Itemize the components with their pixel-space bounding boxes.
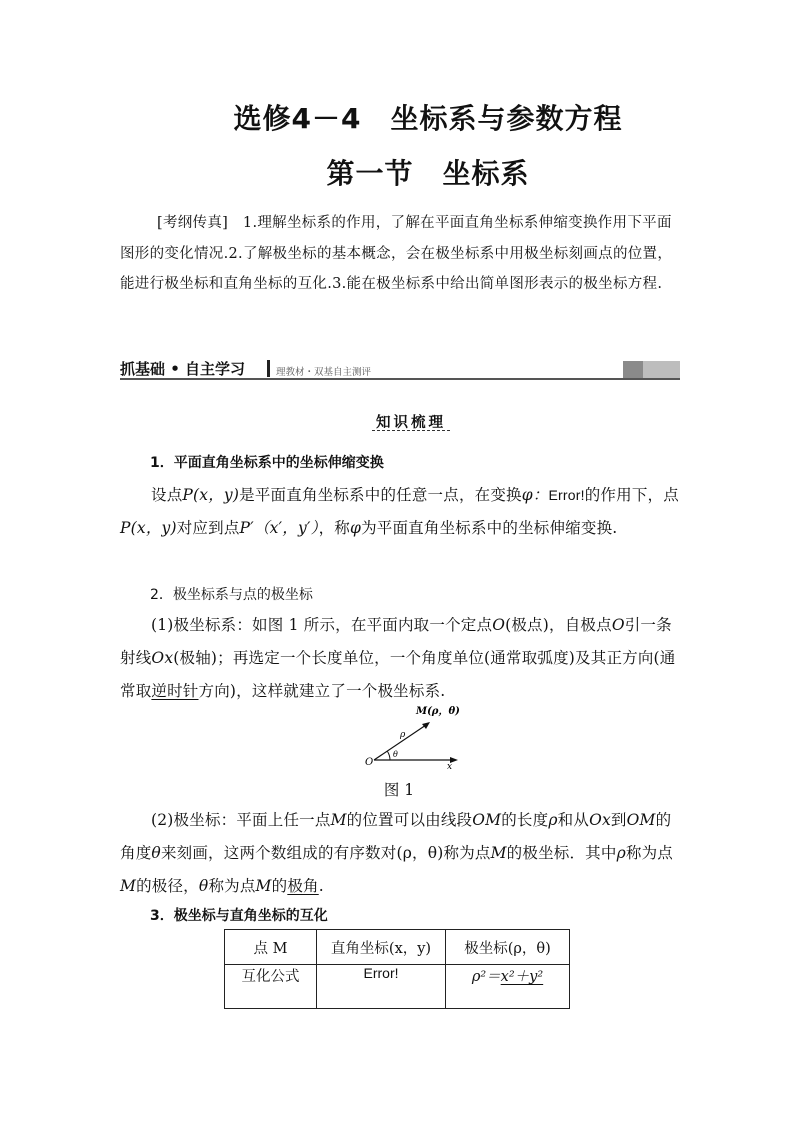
syllabus-block bbox=[120, 208, 682, 300]
polar-formula: ρ²＝x²＋y² bbox=[446, 965, 570, 1009]
row-label: 互化公式 bbox=[225, 965, 317, 1009]
radius-arrow bbox=[422, 722, 430, 729]
point-m-label: M(ρ，θ) bbox=[416, 706, 460, 717]
table-row bbox=[225, 965, 570, 1009]
polar-figure bbox=[360, 703, 470, 771]
band-block-dark bbox=[623, 361, 643, 378]
conversion-table bbox=[224, 929, 570, 1009]
theta-label: θ bbox=[393, 750, 398, 759]
band-subheading: 理教材・双基自主测评 bbox=[276, 367, 372, 378]
table-row bbox=[225, 930, 570, 965]
origin-label: O bbox=[365, 757, 374, 768]
knowledge-label: 知识梳理 bbox=[376, 415, 446, 431]
band-separator bbox=[267, 360, 270, 377]
s2-paragraph-1: (1)极坐标系：如图 1 所示，在平面内取一个定点O(极点)，自极点O引一条射线Ox(极轴)；再选定一个长度单位，一个角度单位(通常取弧度)及其正方向(通常取逆时针方向)，这样就建立了一个极坐标系. bbox=[120, 616, 676, 700]
angle-arc bbox=[388, 752, 391, 761]
s2-paragraph-2: (2)极坐标：平面上任一点M的位置可以由线段OM的长度ρ和从Ox到OM的角度θ来刻画，这两个数组成的有序数对(ρ，θ)称为点M的极坐标．其中ρ称为点M的极径，θ称为点M的极角. bbox=[120, 811, 673, 895]
s2-heading: 2．极坐标系与点的极坐标 bbox=[150, 587, 313, 603]
band-rule bbox=[120, 378, 680, 380]
s1-heading: 1．平面直角坐标系中的坐标伸缩变换 bbox=[150, 455, 384, 471]
header-point: 点 M bbox=[225, 930, 317, 965]
page-title: 选修4－4 坐标系与参数方程 bbox=[233, 102, 623, 135]
syllabus-tag: [考纲传真] bbox=[157, 215, 229, 231]
band-block-light bbox=[643, 361, 680, 378]
band-heading: 抓基础 • 自主学习 bbox=[120, 360, 246, 378]
section-title: 第一节 坐标系 bbox=[326, 157, 530, 190]
figure-caption: 图 1 bbox=[383, 781, 415, 799]
header-polar-coord: 极坐标(ρ，θ) bbox=[446, 930, 570, 965]
header-rect-coord: 直角坐标(x，y) bbox=[317, 930, 446, 965]
syllabus-text: 1.理解坐标系的作用，了解在平面直角坐标系伸缩变换作用下平面图形的变化情况.2.了解极坐标的基本概念，会在极坐标系中用极坐标刻画点的位置，能进行极坐标和直角坐标的互化.3.能在极坐标系中给出简单图形表示的极坐标方程. bbox=[120, 215, 673, 292]
s1-paragraph: 设点P(x，y)是平面直角坐标系中的任意一点，在变换φ：Error!的作用下，点P(x，y)对应到点P′（x′，y′），称φ为平面直角坐标系中的坐标伸缩变换. bbox=[120, 486, 679, 537]
axis-label: x bbox=[447, 762, 453, 771]
rect-formula: Error! bbox=[317, 965, 446, 1009]
s3-heading: 3．极坐标与直角坐标的互化 bbox=[150, 908, 328, 924]
rho-label: ρ bbox=[400, 730, 406, 740]
section-band bbox=[120, 358, 680, 380]
knowledge-label-underline bbox=[372, 430, 450, 431]
